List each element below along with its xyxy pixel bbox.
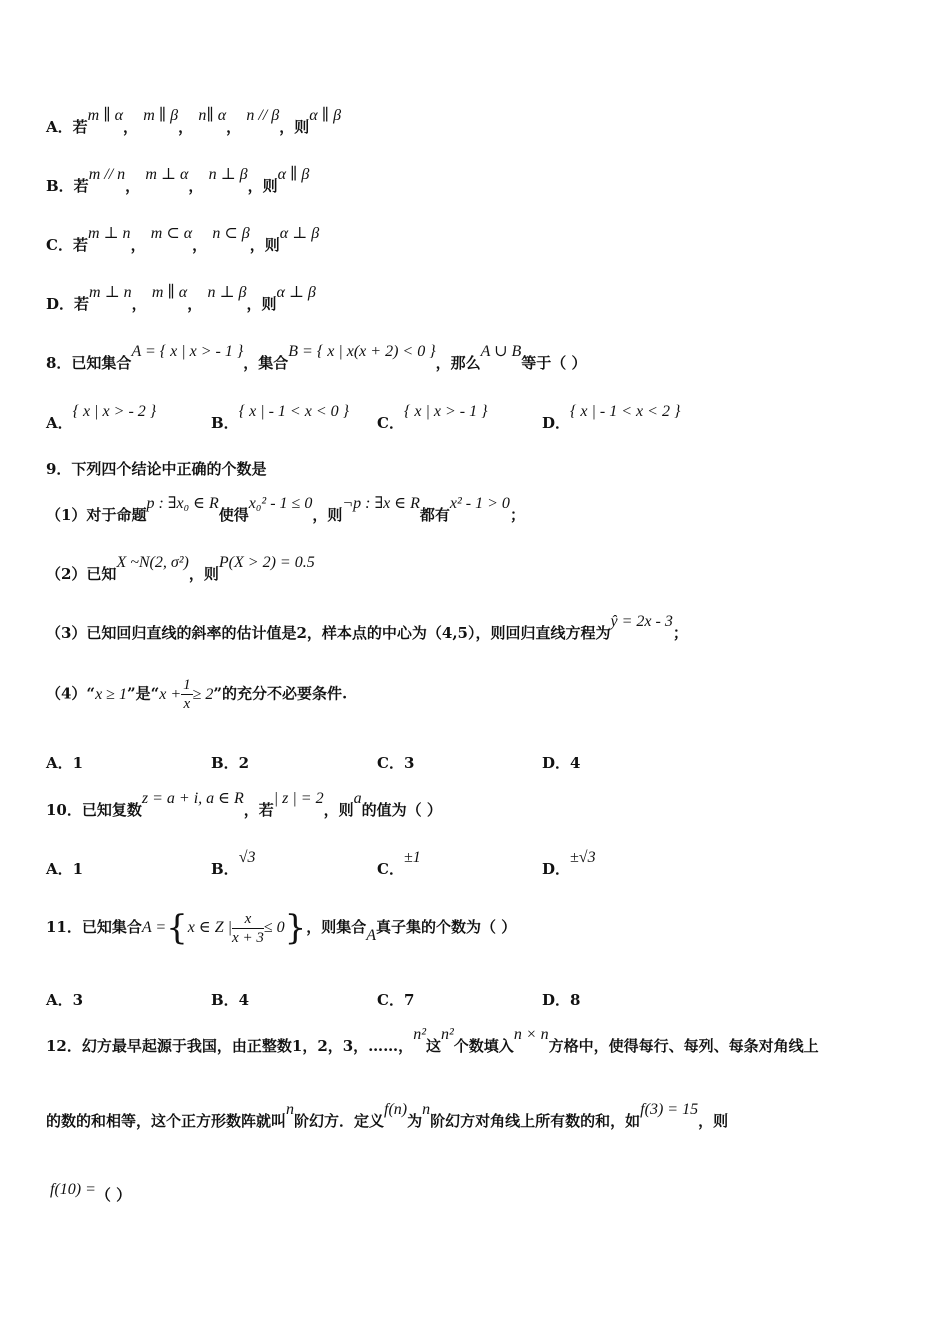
- q10-stem: 10．已知复数z = a + i, a ∈ R，若| z | = 2，则a的值为（ ）: [46, 790, 442, 819]
- q9-option-a: A．1: [46, 754, 84, 772]
- q11-option-d: D．8: [542, 991, 581, 1009]
- q12-line-1: 12．幻方最早起源于我国，由正整数1，2，3，……，n²这n²个数填入n × n方格中，使得每行、每列、每条对角线上: [46, 1026, 819, 1055]
- q12-line-3: f(10) =（ ）: [50, 1181, 132, 1204]
- left-brace: {: [166, 908, 188, 948]
- q9-option-d: D．4: [542, 754, 581, 772]
- q9-option-c: C．3: [377, 754, 415, 772]
- q11-stem: 11．已知集合A ={x ∈ Z | $\frac{x}{x + 3}$ ≤ 0}，则集合A真子集的个数为（ ）: [46, 908, 517, 948]
- q9-statement-4: （4）“x ≥ 1”是“x + $\frac{1}{x}$ ≥ 2”的充分不必要条件.: [46, 677, 348, 712]
- q8-option-b: B．{ x | - 1 < x < 0 }: [211, 403, 350, 432]
- q11-option-c: C．7: [377, 991, 415, 1009]
- q10-option-b: B．√3: [211, 849, 256, 878]
- q9-option-b: B．2: [211, 754, 250, 772]
- q8-option-a: A．{ x | x > - 2 }: [46, 403, 157, 432]
- q7-option-a: A．若m ∥ α， m ∥ β， n∥ α， n // β，则α ∥ β: [46, 107, 342, 136]
- q9-statement-1: （1）对于命题p : ∃x₀ ∈ R使得x₀² - 1 ≤ 0，则¬p : ∃x ∈ R都有x² - 1 > 0；: [46, 495, 525, 524]
- q11-option-a: A．3: [46, 991, 84, 1009]
- q10-option-d: D．±√3: [542, 849, 596, 878]
- q8-option-d: D．{ x | - 1 < x < 2 }: [542, 403, 681, 432]
- q8-stem: 8．已知集合A = { x | x > - 1 }，集合B = { x | x(x + 2) < 0 }，那么A ∪ B等于（ ）: [46, 343, 587, 372]
- q10-option-c: C．±1: [377, 849, 421, 878]
- q12-line-2: 的数的和相等，这个正方形数阵就叫n阶幻方．定义f(n)为n阶幻方对角线上所有数的和，如f(3) = 15，则: [46, 1101, 729, 1130]
- fraction-x-over-x-plus-3: $\frac{x}{x + 3}$: [232, 910, 264, 946]
- q7-option-d: D．若m ⊥ n， m ∥ α， n ⊥ β，则α ⊥ β: [46, 284, 316, 313]
- q10-option-a: A．1: [46, 860, 84, 878]
- q9-statement-2: （2）已知X ~N(2, σ²)，则P(X > 2) = 0.5: [46, 554, 315, 583]
- q7-option-c: C．若m ⊥ n， m ⊂ α， n ⊂ β，则α ⊥ β: [46, 225, 320, 254]
- q9-statement-3: （3）已知回归直线的斜率的估计值是2，样本点的中心为（4,5），则回归直线方程为ŷ = 2x - 3；: [46, 613, 688, 642]
- fraction-one-over-x: $\frac{1}{x}$: [183, 677, 191, 712]
- right-brace: }: [284, 908, 307, 948]
- q7-option-b: B．若m // n， m ⊥ α， n ⊥ β，则α ∥ β: [46, 166, 310, 195]
- q9-stem: 9．下列四个结论中正确的个数是: [46, 460, 267, 478]
- q11-option-b: B．4: [211, 991, 250, 1009]
- q8-option-c: C．{ x | x > - 1 }: [377, 403, 488, 432]
